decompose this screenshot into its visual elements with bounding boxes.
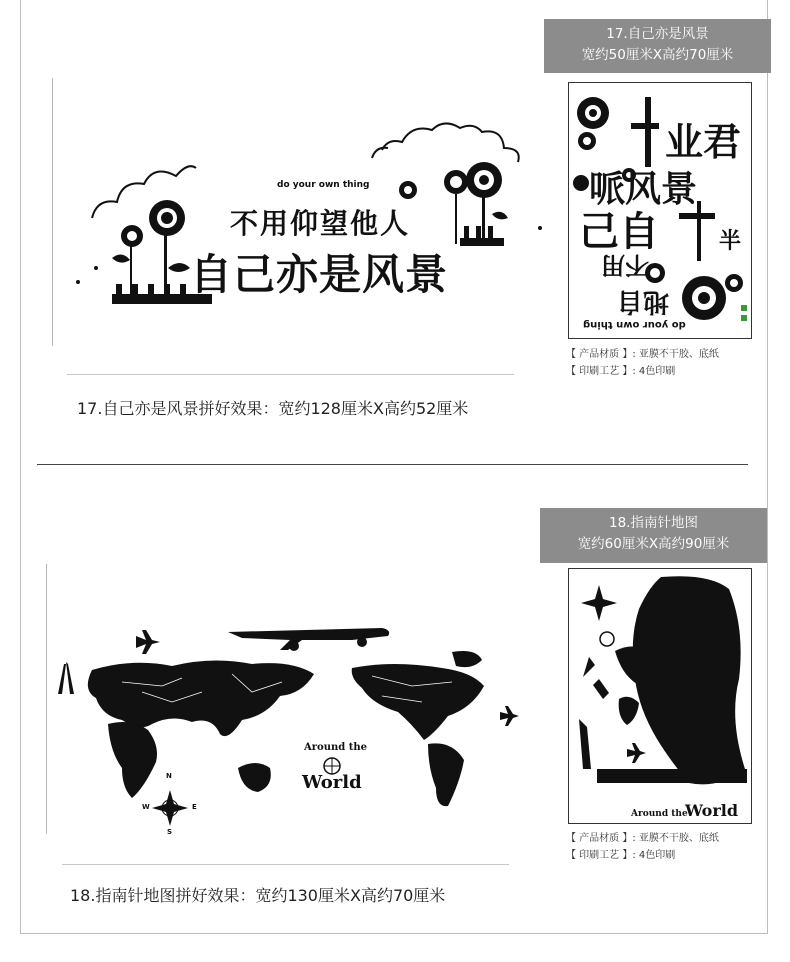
left-accent-line-2 (46, 564, 47, 834)
tag-title: 17.自己亦是风景 (606, 26, 709, 42)
svg-text:地自: 地自 (616, 286, 669, 316)
compass-n: N (166, 772, 172, 780)
art-line-2: 自己亦是风景 (190, 250, 449, 299)
sheet-reversed-text: do your own thing (583, 319, 686, 330)
svg-text:哌风景: 哌风景 (589, 169, 698, 210)
art-small-text: do your own thing (277, 180, 370, 190)
world-map-wall-art (52, 612, 532, 842)
svg-text:业君: 业君 (665, 120, 742, 164)
caption-17: 17.自己亦是风景拼好效果：宽约128厘米X高约52厘米 (77, 399, 469, 418)
art-line-1: 不用仰望他人 (230, 207, 411, 240)
caption-rule-18 (62, 864, 509, 865)
svg-text:不用: 不用 (601, 251, 649, 279)
spec-block-17 (566, 346, 719, 380)
svg-text:半: 半 (719, 229, 742, 254)
sunflower-wall-art (72, 118, 552, 318)
product-tag-17 (544, 19, 771, 73)
sheet-layout-17 (569, 83, 752, 339)
tag-size: 宽约50厘米X高约70厘米 (581, 47, 734, 63)
sheet-layout-18 (569, 569, 752, 824)
world-text: World (302, 772, 362, 793)
section-divider (37, 464, 748, 465)
sticker-sheet-17 (568, 82, 752, 339)
spec-block-18 (566, 830, 719, 864)
spec-print: 【 印刷工艺 】: 4色印刷 (566, 850, 676, 861)
sticker-sheet-18 (568, 568, 752, 824)
spec-print: 【 印刷工艺 】: 4色印刷 (566, 366, 676, 377)
caption-18: 18.指南针地图拼好效果：宽约130厘米X高约70厘米 (70, 886, 446, 905)
svg-text:己自: 己自 (579, 209, 659, 255)
tag-title: 18.指南针地图 (609, 515, 698, 531)
compass-w: W (142, 803, 150, 811)
world-map-illustration (52, 612, 532, 842)
spec-material: 【 产品材质 】: 亚膜不干胶、底纸 (566, 833, 719, 844)
left-accent-line (52, 78, 53, 346)
tag-size: 宽约60厘米X高约90厘米 (577, 536, 730, 552)
caption-rule-17 (67, 374, 514, 375)
around-the-text: Around the (304, 742, 367, 753)
compass-s: S (167, 828, 173, 836)
spec-material: 【 产品材质 】: 亚膜不干胶、底纸 (566, 349, 719, 360)
compass-e: E (192, 803, 197, 811)
product-tag-18 (540, 508, 767, 563)
sheet-world: World (685, 801, 739, 820)
sheet-around-the: Around the (631, 809, 688, 819)
